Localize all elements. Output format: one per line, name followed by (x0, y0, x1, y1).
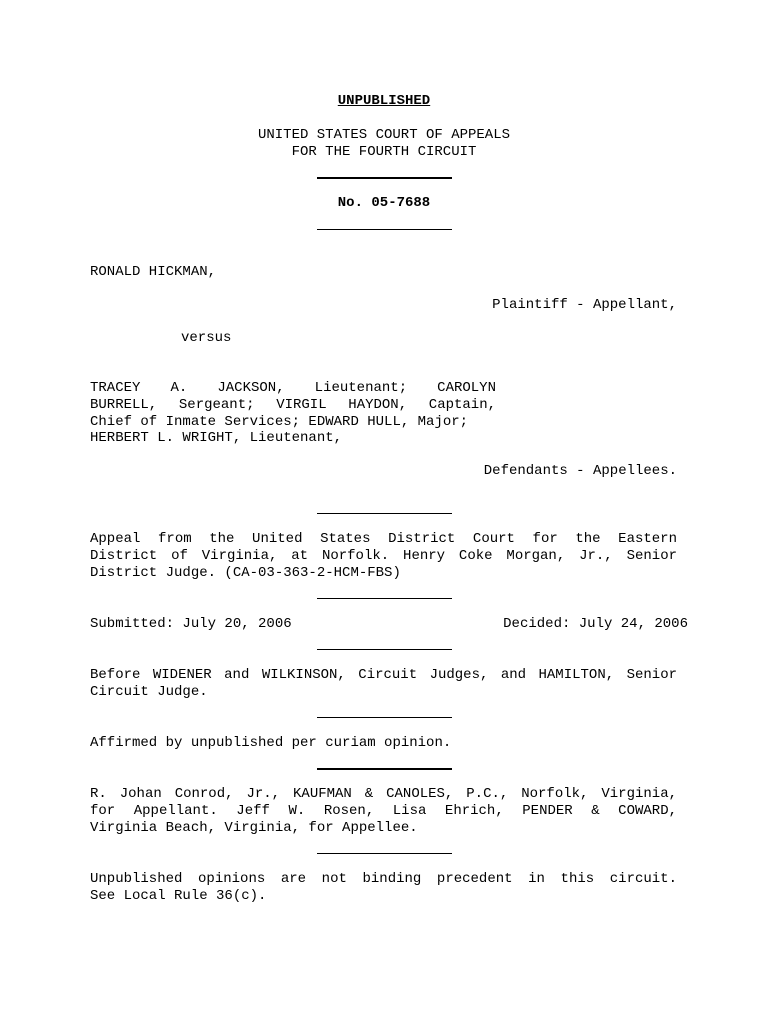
divider (317, 177, 452, 179)
case-number: No. 05-7688 (337, 195, 431, 211)
divider (317, 768, 452, 770)
counsel-block (90, 786, 677, 836)
divider (317, 649, 452, 650)
plaintiff-role: Plaintiff - Appellant, (492, 297, 677, 313)
notice-block (90, 871, 677, 905)
panel-block (90, 667, 677, 701)
publication-status: UNPUBLISHED (337, 93, 431, 109)
counsel-line: R. Johan Conrod, Jr., KAUFMAN & CANOLES, P.C., Norfolk, Virginia, (90, 786, 677, 802)
counsel-line: for Appellant. Jeff W. Rosen, Lisa Ehrich, PENDER & COWARD, (90, 802, 677, 819)
court-name-line-2: FOR THE FOURTH CIRCUIT (291, 144, 477, 160)
appeal-block (90, 531, 677, 581)
divider (317, 717, 452, 718)
divider (317, 598, 452, 599)
divider (317, 229, 452, 230)
panel-line: Circuit Judge. (90, 683, 208, 700)
submitted-date: Submitted: July 20, 2006 (90, 616, 292, 632)
disposition: Affirmed by unpublished per curiam opinion. (90, 735, 452, 751)
defendants-line: BURRELL, Sergeant; VIRGIL HAYDON, Captain, (90, 396, 496, 413)
divider (317, 513, 452, 514)
notice-line: See Local Rule 36(c). (90, 887, 267, 904)
decided-date: Decided: July 24, 2006 (503, 616, 688, 632)
plaintiff-name: RONALD HICKMAN, (90, 264, 217, 280)
defendants-block (90, 380, 496, 447)
divider (317, 853, 452, 854)
defendants-line: TRACEY A. JACKSON, Lieutenant; CAROLYN (90, 380, 496, 396)
court-name-line-1: UNITED STATES COURT OF APPEALS (257, 127, 511, 143)
defendants-line: HERBERT L. WRIGHT, Lieutenant, (90, 430, 343, 447)
counsel-line: Virginia Beach, Virginia, for Appellee. (90, 819, 418, 836)
defendants-role: Defendants - Appellees. (483, 463, 677, 479)
appeal-line: District of Virginia, at Norfolk. Henry Coke Morgan, Jr., Senior (90, 547, 677, 564)
versus-label: versus (181, 330, 232, 346)
notice-line: Unpublished opinions are not binding precedent in this circuit. (90, 871, 677, 887)
defendants-line: Chief of Inmate Services; EDWARD HULL, Major; (90, 413, 469, 430)
panel-line: Before WIDENER and WILKINSON, Circuit Judges, and HAMILTON, Senior (90, 667, 677, 683)
appeal-line: Appeal from the United States District Court for the Eastern (90, 531, 677, 547)
appeal-line: District Judge. (CA-03-363-2-HCM-FBS) (90, 564, 401, 581)
